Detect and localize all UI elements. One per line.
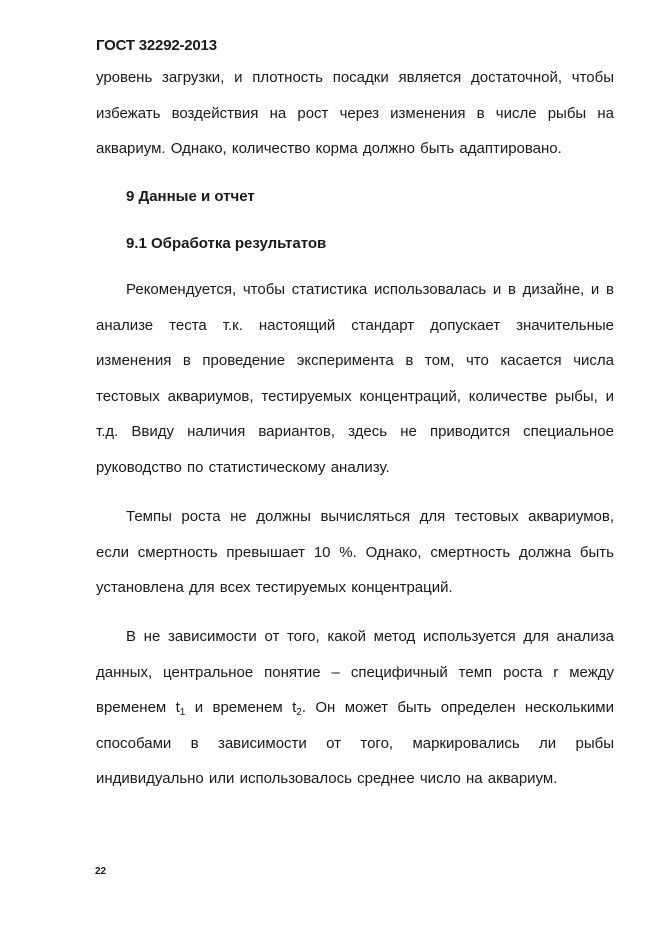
paragraph-statistics: Рекомендуется, чтобы статистика использовалась и в дизайне, и в анализе теста т.к. настоящий стандарт допускает значительные изменения в проведение эксперимента в том, что касается числа тестовых аквариумов, тестируемых концентраций, количестве рыбы, и т.д. Ввиду наличия вариантов, здесь не приводится специальное руководство по статистическому анализу. (96, 281, 614, 476)
subsection-heading: 9.1 Обработка результатов (126, 235, 327, 252)
subscript-1: 1 (179, 707, 186, 719)
growth-rate-text-a: В не зависимости от того, какой метод используется для анализа данных, центральное понятие – специфичный темп роста r между временем t (96, 628, 614, 717)
paragraph-mortality: Темпы роста не должны вычисляться для тестовых аквариумов, если смертность превышает 10 %. Однако, смертность должна быть установлена для всех тестируемых концентраций. (96, 508, 614, 597)
document-header: ГОСТ 32292-2013 (96, 37, 217, 54)
paragraph-continuation: уровень загрузки, и плотность посадки является достаточной, чтобы избежать воздействия на рост через изменения в числе рыбы на аквариум. Однако, количество корма должно быть адаптировано. (96, 69, 614, 158)
page-number: 22 (95, 866, 107, 877)
section-heading: 9 Данные и отчет (126, 188, 255, 205)
growth-rate-text-b: и временем t (185, 699, 297, 717)
growth-rate-text-c: . Он может быть определен несколькими способами в зависимости от того, маркировались ли рыбы индивидуально или использовалось среднее число на аквариум. (96, 699, 614, 788)
paragraph-growth-rate (96, 619, 614, 797)
subscript-2: 2 (296, 707, 302, 719)
